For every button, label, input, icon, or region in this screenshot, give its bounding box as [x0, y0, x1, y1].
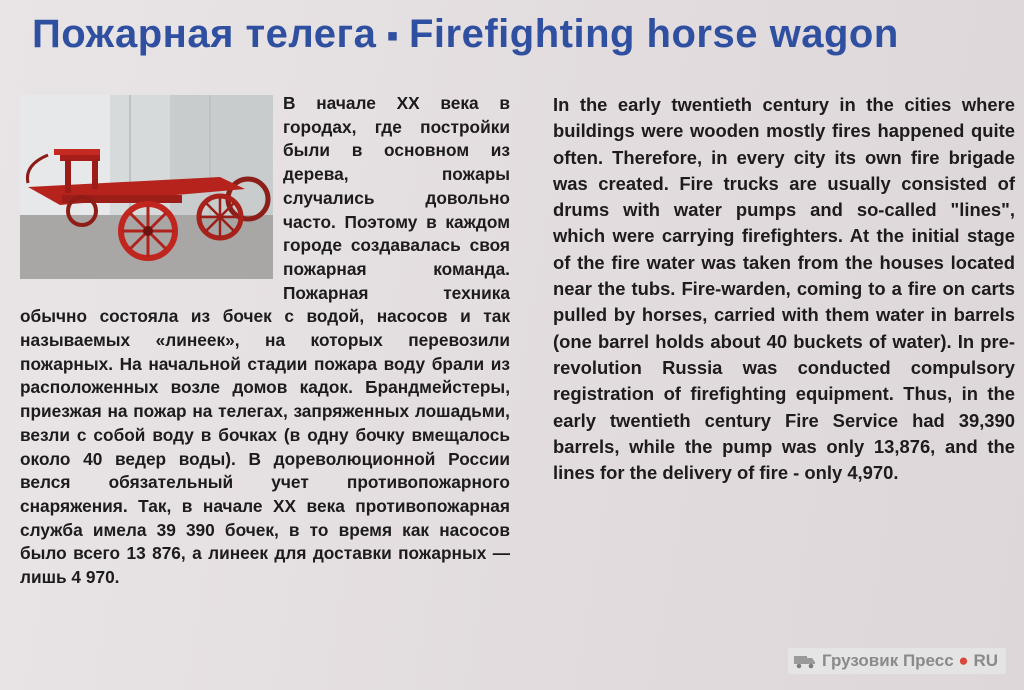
description-en: In the early twentieth century in the cities where buildings were wooden mostly fires happened quite often. Therefore, in every city its own fire brigade was created. Fire trucks are usually consisted of drums with water pumps and so-called "lines", which were carrying firefighters. At the initial stage of the fire water was taken from the houses located near the tubs. Fire-warden, coming to a fire on carts pulled by horses, carried with them water in barrels (one barrel holds about 40 buckets of water). In pre-revolution Russia was conducted compulsory registration of firefighting equipment. Thus, in the early twentieth century Fire Service had 39,390 barrels, while the pump was only 13,876, and the lines for the delivery of fire - only 4,970.	[553, 94, 1015, 484]
title-ru: Пожарная телега	[32, 12, 377, 56]
truck-logo-icon	[794, 653, 816, 669]
watermark-dot: ●	[958, 651, 969, 670]
title-separator: ▪	[386, 17, 399, 55]
panel-title	[32, 6, 1012, 62]
watermark-tld: RU	[973, 651, 998, 670]
description-ru-text: В начале XX века в городах, где постройки были в основном из дерева, пожары случались довольно часто. Поэтому в каждом городе создавалась своя пожарная команда. Пожарная техника обычно состояла из бочек с водой, насосов и так называемых «линеек», на которых перевозили пожарных. На начальной стадии пожара воду брали из расположенных возле домов кадок. Брандмейстеры, приезжая на пожар на телегах, запряженных лошадьми, везли с собой воду в бочках (в одну бочку вмещалось около 40 ведер воды). В дореволюционной России велся обязательный учет противопожарного снаряжения. Так, в начале XX века противопожарная служба имела 39 390 бочек, в то время как насосов было всего 13 876, а линеек для доставки пожарных — лишь 4 970.	[20, 93, 510, 588]
photo-spacer	[20, 92, 283, 282]
description-ru	[20, 92, 510, 682]
title-en: Firefighting horse wagon	[408, 12, 899, 56]
watermark-brand: Грузовик Пресс	[822, 651, 954, 670]
source-watermark	[788, 648, 1006, 674]
